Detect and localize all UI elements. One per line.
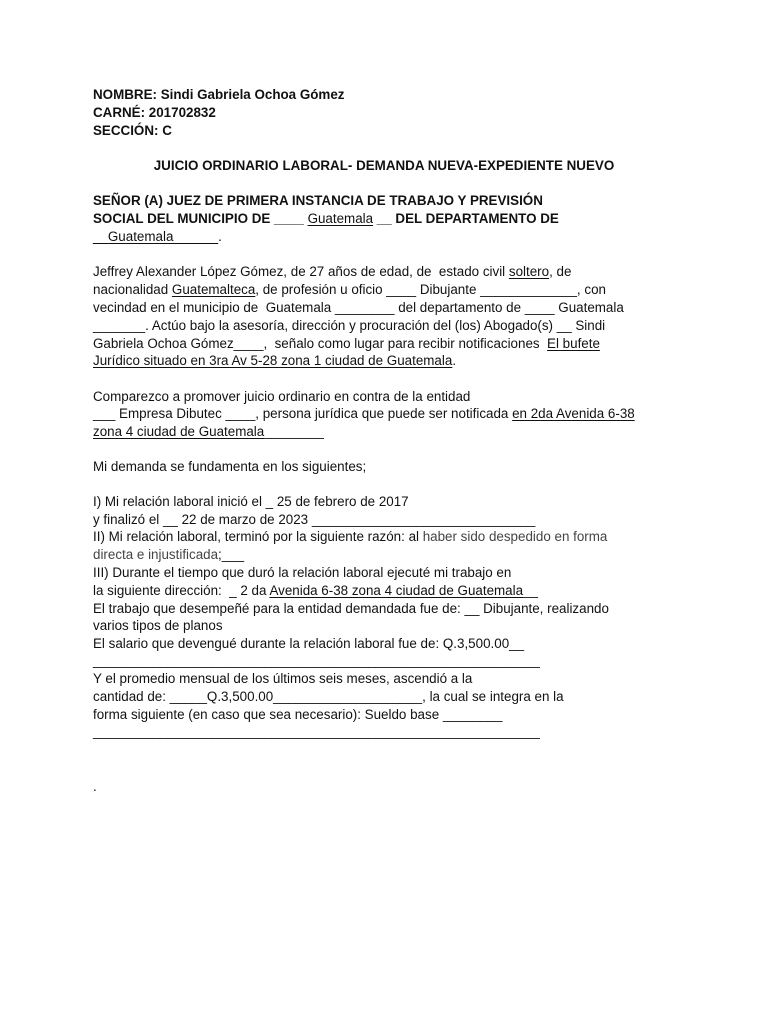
student-id: CARNÉ: 201702832: [93, 105, 216, 120]
item-1-end: y finalizó el __ 22 de marzo de 2023 ______________________________: [93, 512, 536, 527]
addressee-line-2: SOCIAL DEL MUNICIPIO DE ____ Guatemala __ DEL DEPARTAMENTO DE: [93, 211, 559, 226]
item-3-address: la siguiente dirección: _ 2 da Avenida 6-38 zona 4 ciudad de Guatemala__: [93, 583, 538, 598]
comparezco-line-3: zona 4 ciudad de Guatemala________: [93, 424, 324, 439]
intro-line-3: vecindad en el municipio de Guatemala ________ del departamento de ____ Guatemala: [93, 300, 624, 315]
average-line-1: Y el promedio mensual de los últimos seis meses, ascendió a la: [93, 671, 473, 686]
salary-line: El salario que devengué durante la relación laboral fue de: Q.3,500.00__: [93, 636, 525, 651]
section: SECCIÓN: C: [93, 123, 172, 138]
intro-line-5: Gabriela Ochoa Gómez____, señalo como lugar para recibir notificaciones El bufete: [93, 336, 600, 351]
student-name: NOMBRE: Sindi Gabriela Ochoa Gómez: [93, 87, 345, 102]
document-title: JUICIO ORDINARIO LABORAL- DEMANDA NUEVA-EXPEDIENTE NUEVO: [153, 158, 615, 173]
fundamento-line: Mi demanda se fundamenta en los siguientes;: [93, 459, 367, 474]
addressee-line-1: SEÑOR (A) JUEZ DE PRIMERA INSTANCIA DE TRABAJO Y PREVISIÓN: [93, 193, 543, 208]
intro-line-4: _______. Actúo bajo la asesoría, dirección y procuración del (los) Abogado(s) __ Sindi: [93, 318, 606, 333]
trailing-dot: .: [93, 779, 97, 794]
work-line-1: El trabajo que desempeñé para la entidad demandada fue de: __ Dibujante, realizando: [93, 601, 609, 616]
addressee-line-3: __Guatemala______.: [93, 229, 222, 244]
item-2: II) Mi relación laboral, terminó por la siguiente razón: al haber sido despedido en forma: [93, 529, 608, 544]
intro-line-1: Jeffrey Alexander López Gómez, de 27 años de edad, de estado civil soltero, de: [93, 264, 572, 279]
item-1: I) Mi relación laboral inició el _ 25 de febrero de 2017: [93, 494, 409, 509]
average-blank: ____________________________________________________________: [93, 724, 540, 739]
comparezco-line-1: Comparezco a promover juicio ordinario en contra de la entidad: [93, 389, 471, 404]
average-line-3: forma siguiente (en caso que sea necesario): Sueldo base ________: [93, 707, 503, 722]
intro-line-2: nacionalidad Guatemalteca, de profesión u oficio ____ Dibujante _____________, con: [93, 282, 606, 297]
item-3: III) Durante el tiempo que duró la relación laboral ejecuté mi trabajo en: [93, 565, 512, 580]
average-line-2: cantidad de: _____Q.3,500.00____________________, la cual se integra en la: [93, 689, 564, 704]
item-2-cont: directa e injustificada;___: [93, 547, 245, 562]
salary-blank: ____________________________________________________________: [93, 653, 540, 668]
intro-line-6: Jurídico situado en 3ra Av 5-28 zona 1 ciudad de Guatemala.: [93, 353, 457, 368]
comparezco-line-2: ___ Empresa Dibutec ____, persona jurídica que puede ser notificada en 2da Avenida 6-38: [93, 406, 635, 421]
work-line-2: varios tipos de planos: [93, 618, 223, 633]
